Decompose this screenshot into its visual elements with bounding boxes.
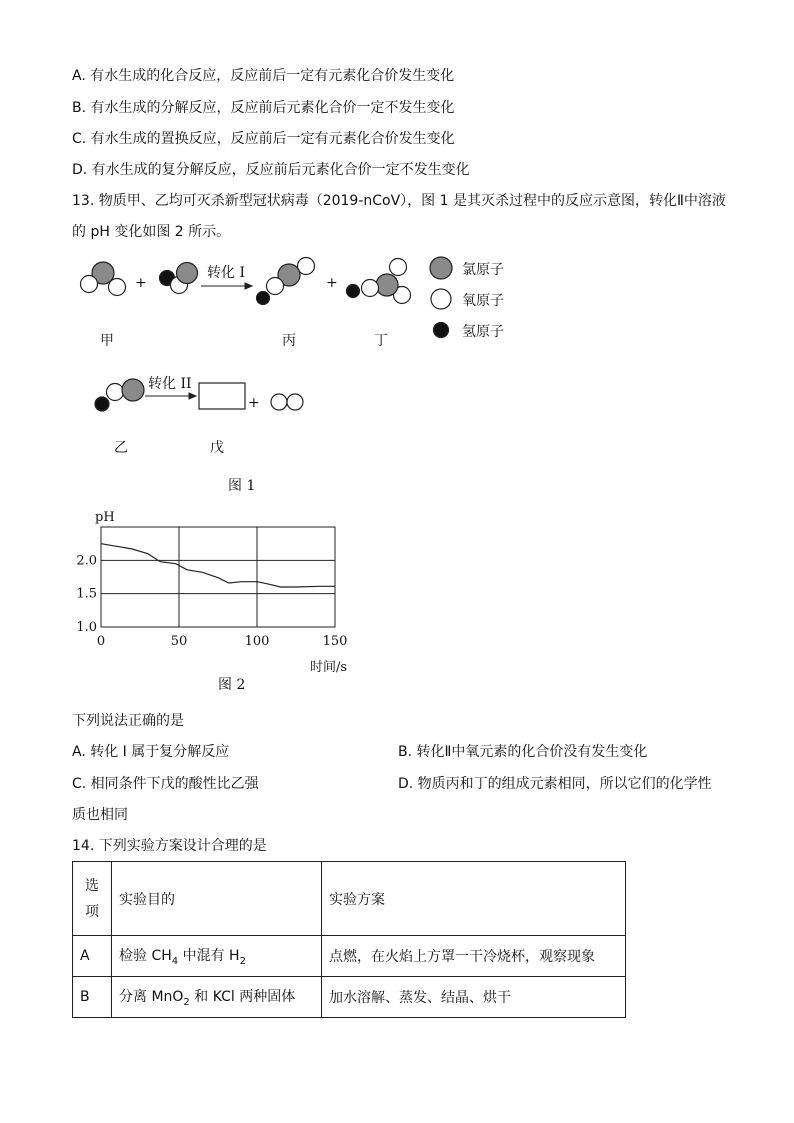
q12-option-a: A. 有水生成的化合反应，反应前后一定有元素化合价发生变化 xyxy=(72,68,455,84)
figure-2-caption: 图 2 xyxy=(218,677,246,693)
reaction1-label: 转化 I xyxy=(207,265,245,281)
q12-option-b: B. 有水生成的分解反应，反应前后元素化合价一定不发生变化 xyxy=(72,100,455,116)
legend-o-atom-icon xyxy=(431,289,451,309)
row-b-goal: 分离 MnO$_2$ 和 KCl 两种固体 xyxy=(112,977,322,1018)
figure-2-ph-chart xyxy=(70,505,370,695)
row-a-option: A xyxy=(73,936,112,977)
q13-question: 下列说法正确的是 xyxy=(72,713,184,729)
label-wu: 戊 xyxy=(210,440,224,456)
header-goal: 实验目的 xyxy=(112,862,322,936)
y-tick-label: 1.0 xyxy=(76,620,97,635)
q13-option-d: D. 物质丙和丁的组成元素相同，所以它们的化学性 xyxy=(398,776,712,792)
molecule-jia xyxy=(81,262,126,296)
plus-sign-1: + xyxy=(135,275,147,291)
q13-option-d-continued: 质也相同 xyxy=(72,807,128,823)
table-row xyxy=(73,977,626,1018)
q13-option-a: A. 转化 I 属于复分解反应 xyxy=(72,744,230,760)
label-ding: 丁 xyxy=(374,333,388,349)
molecule-o2 xyxy=(271,394,303,410)
row-a-plan: 点燃，在火焰上方罩一干冷烧杯，观察现象 xyxy=(322,936,626,977)
label-yi: 乙 xyxy=(114,440,128,456)
y-axis-label: pH xyxy=(95,510,115,525)
molecule-yi xyxy=(95,379,144,411)
legend-cl-label: 氯原子 xyxy=(462,262,504,278)
plus-sign-2: + xyxy=(326,275,338,291)
header-plan: 实验方案 xyxy=(322,862,626,936)
label-bing: 丙 xyxy=(282,333,296,349)
q13-option-c: C. 相同条件下戊的酸性比乙强 xyxy=(72,776,259,792)
molecule-yi-reactant xyxy=(160,263,198,294)
q14-stem: 14. 下列实验方案设计合理的是 xyxy=(72,838,267,854)
molecule-ding xyxy=(347,259,411,304)
plot-frame xyxy=(101,527,335,627)
x-tick-label: 150 xyxy=(322,634,348,649)
x-axis-label: 时间/s xyxy=(310,660,348,675)
molecule-bing xyxy=(257,258,315,305)
legend-h-atom-icon xyxy=(434,323,449,338)
legend-o-label: 氧原子 xyxy=(462,293,504,309)
row-b-option: B xyxy=(73,977,112,1018)
reaction2-label: 转化 II xyxy=(148,376,192,392)
label-jia: 甲 xyxy=(100,333,114,349)
x-tick-label: 0 xyxy=(96,634,106,649)
figure-1-caption: 图 1 xyxy=(228,478,256,494)
y-tick-label: 2.0 xyxy=(76,553,97,569)
q13-stem-line2: 的 pH 变化如图 2 所示。 xyxy=(72,224,231,240)
row-b-plan: 加水溶解、蒸发、结晶、烘干 xyxy=(322,977,626,1018)
molecule-wu-box xyxy=(199,383,245,409)
x-tick-label: 100 xyxy=(244,634,270,649)
header-option-line2: 项 xyxy=(85,903,99,920)
legend-h-label: 氢原子 xyxy=(462,324,504,340)
header-option-line1: 选 xyxy=(85,877,99,894)
y-tick-label: 1.5 xyxy=(76,586,97,602)
q13-option-b: B. 转化Ⅱ中氧元素的化合价没有发生变化 xyxy=(398,744,648,760)
table-row xyxy=(73,936,626,977)
ph-curve xyxy=(101,544,335,587)
q12-option-c: C. 有水生成的置换反应，反应前后一定有元素化合价发生变化 xyxy=(72,131,455,147)
table-header-row xyxy=(73,862,626,936)
plus-sign-3: + xyxy=(248,395,260,411)
q12-option-d: D. 有水生成的复分解反应，反应前后元素化合价一定不发生变化 xyxy=(72,162,470,178)
legend-cl-atom-icon xyxy=(430,257,452,279)
q13-stem-line1: 13. 物质甲、乙均可灭杀新型冠状病毒（2019-nCoV），图 1 是其灭杀过程中的反应示意图，转化Ⅱ中溶液 xyxy=(72,193,726,209)
figure-1-reaction-diagram xyxy=(60,250,540,500)
experiment-table xyxy=(72,861,626,1018)
row-a-goal: 检验 $CH_4$ 中混有 $H_2$ xyxy=(112,936,322,977)
header-option xyxy=(73,862,112,936)
x-tick-label: 50 xyxy=(170,634,188,649)
